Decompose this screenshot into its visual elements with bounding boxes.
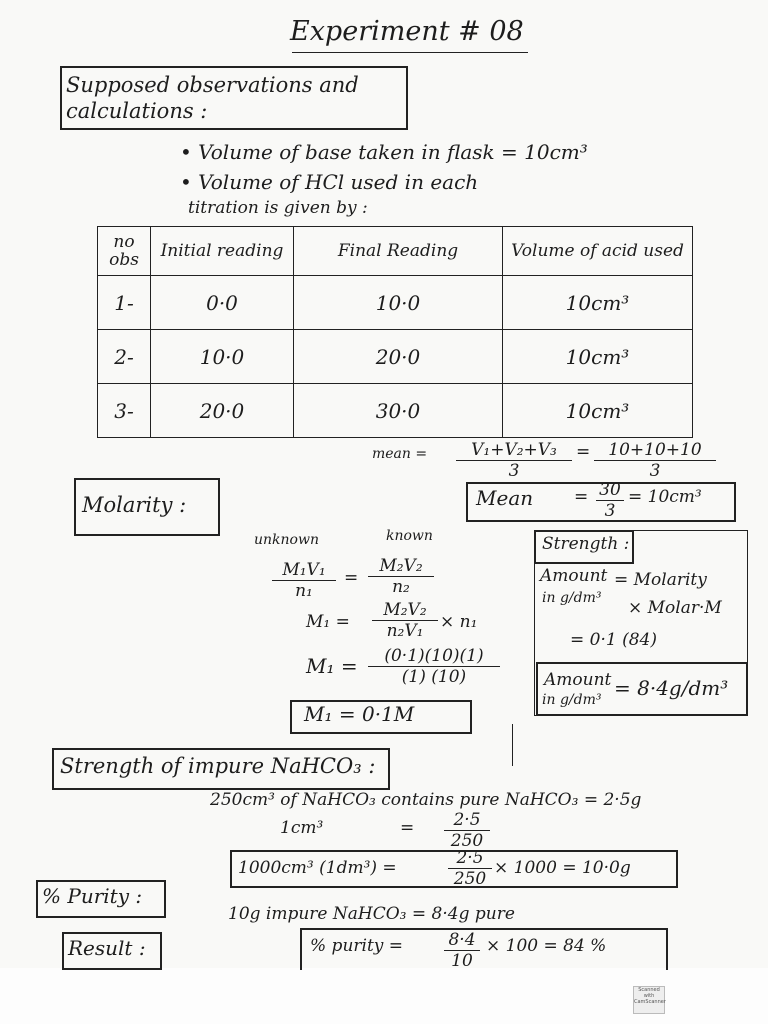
impure-line3-den: 250 <box>453 869 487 889</box>
strength-line3: = 0·1 (84) <box>570 630 657 650</box>
purity-line2-den: 10 <box>451 951 473 971</box>
molarity-eq1-lhs-den: n₁ <box>295 581 313 601</box>
mean-fraction-3 <box>596 480 624 521</box>
molarity-eq1-rhs <box>368 556 434 597</box>
cell-obs: 2- <box>98 330 151 384</box>
mean-result: = 10cm³ <box>628 487 702 507</box>
mean-fraction-2 <box>594 440 716 481</box>
cell-initial: 10·0 <box>151 330 294 384</box>
cell-volume: 10cm³ <box>503 330 693 384</box>
col-header-final: Final Reading <box>294 227 503 276</box>
molarity-eq2-den: n₂V₁ <box>386 621 424 641</box>
mean-label: mean = <box>372 446 428 462</box>
impure-line2-frac <box>444 810 490 851</box>
bullet-volume-hcl-cont: titration is given by : <box>188 198 368 218</box>
cell-final: 20·0 <box>294 330 503 384</box>
molarity-eq1-lhs-num: M₁V₁ <box>272 560 336 581</box>
observations-table <box>97 226 693 438</box>
mean-label-2: Mean <box>476 486 534 510</box>
observations-heading: Supposed observations and calculations : <box>66 73 359 123</box>
strength-line2b: × Molar·M <box>628 598 722 618</box>
molarity-eq3-num: (0·1)(10)(1) <box>368 646 500 667</box>
purity-heading: % Purity : <box>42 884 143 908</box>
cell-final: 30·0 <box>294 384 503 438</box>
strength-line1: Amount <box>540 566 608 586</box>
mean-eq-sign: = <box>574 487 589 507</box>
mean-fraction-3-num: 30 <box>596 480 624 501</box>
impure-line2-lhs: 1cm³ <box>280 818 324 838</box>
strength-line1b: = Molarity <box>614 570 707 590</box>
table-row <box>98 384 693 438</box>
cell-final: 10·0 <box>294 276 503 330</box>
purity-line2-num: 8·4 <box>444 930 480 951</box>
strength-result-b: in g/dm³ <box>542 692 602 708</box>
impure-line3-frac <box>448 848 492 889</box>
impure-line3-lhs: 1000cm³ (1dm³) = <box>238 858 397 878</box>
cell-obs: 3- <box>98 384 151 438</box>
purity-line2-lhs: % purity = <box>310 936 404 956</box>
strength-result-a: Amount <box>544 670 612 690</box>
molarity-eq2-frac <box>372 600 438 641</box>
molarity-eq2-lhs: M₁ = <box>306 612 350 632</box>
molarity-eq1-equals: = <box>344 568 359 588</box>
col-header-obs: no obs <box>98 227 151 276</box>
mean-equals: = <box>576 442 591 462</box>
table-row <box>98 276 693 330</box>
mean-fraction-1 <box>456 440 572 481</box>
result-heading: Result : <box>68 936 146 960</box>
molarity-eq1-rhs-num: M₂V₂ <box>368 556 434 577</box>
molarity-known: known <box>386 528 433 544</box>
title-underline <box>292 52 528 53</box>
impure-line3-tail: × 1000 = 10·0g <box>494 858 631 878</box>
molarity-unknown: unknown <box>254 532 319 548</box>
molarity-eq1-lhs <box>272 560 336 601</box>
mean-fraction-3-den: 3 <box>604 501 616 521</box>
strength-result-c: = 8·4g/dm³ <box>614 676 729 700</box>
impure-line2-num: 2·5 <box>444 810 490 831</box>
mean-fraction-2-num: 10+10+10 <box>594 440 716 461</box>
molarity-eq3-lhs: M₁ = <box>306 654 358 678</box>
col-header-initial: Initial reading <box>151 227 294 276</box>
impure-heading: Strength of impure NaHCO₃ : <box>60 754 376 778</box>
molarity-eq1-rhs-den: n₂ <box>392 577 410 597</box>
impure-line2-den: 250 <box>450 831 484 851</box>
strength-heading: Strength : <box>542 534 630 554</box>
table-header-row <box>98 227 693 276</box>
impure-line1: 250cm³ of NaHCO₃ contains pure NaHCO₃ = 2·5g <box>210 790 642 810</box>
page-title: Experiment # 08 <box>290 16 524 47</box>
col-header-volume: Volume of acid used <box>503 227 693 276</box>
cell-initial: 20·0 <box>151 384 294 438</box>
table-row <box>98 330 693 384</box>
impure-line2-eq: = <box>400 818 415 838</box>
cell-volume: 10cm³ <box>503 384 693 438</box>
molarity-eq3-frac <box>368 646 500 687</box>
purity-line2-tail: × 100 = 84 % <box>486 936 607 956</box>
cell-initial: 0·0 <box>151 276 294 330</box>
bullet-volume-base: • Volume of base taken in flask = 10cm³ <box>180 140 588 164</box>
bullet-volume-hcl: • Volume of HCl used in each <box>180 170 479 194</box>
molarity-eq2-num: M₂V₂ <box>372 600 438 621</box>
mean-fraction-1-num: V₁+V₂+V₃ <box>456 440 572 461</box>
mean-fraction-2-den: 3 <box>649 461 661 481</box>
molarity-eq3-den: (1) (10) <box>401 667 467 687</box>
molarity-result: M₁ = 0·1M <box>304 702 415 726</box>
strength-line2: in g/dm³ <box>542 590 602 606</box>
molarity-heading: Molarity : <box>82 493 187 517</box>
impure-line3-num: 2·5 <box>448 848 492 869</box>
camscanner-badge: Scanned with CamScanner <box>633 986 665 1014</box>
purity-line2-frac <box>444 930 480 971</box>
cell-volume: 10cm³ <box>503 276 693 330</box>
purity-line1: 10g impure NaHCO₃ = 8·4g pure <box>228 904 515 924</box>
mean-fraction-1-den: 3 <box>508 461 520 481</box>
strength-connector <box>512 724 513 766</box>
cell-obs: 1- <box>98 276 151 330</box>
molarity-eq2-tail: × n₁ <box>440 612 478 632</box>
